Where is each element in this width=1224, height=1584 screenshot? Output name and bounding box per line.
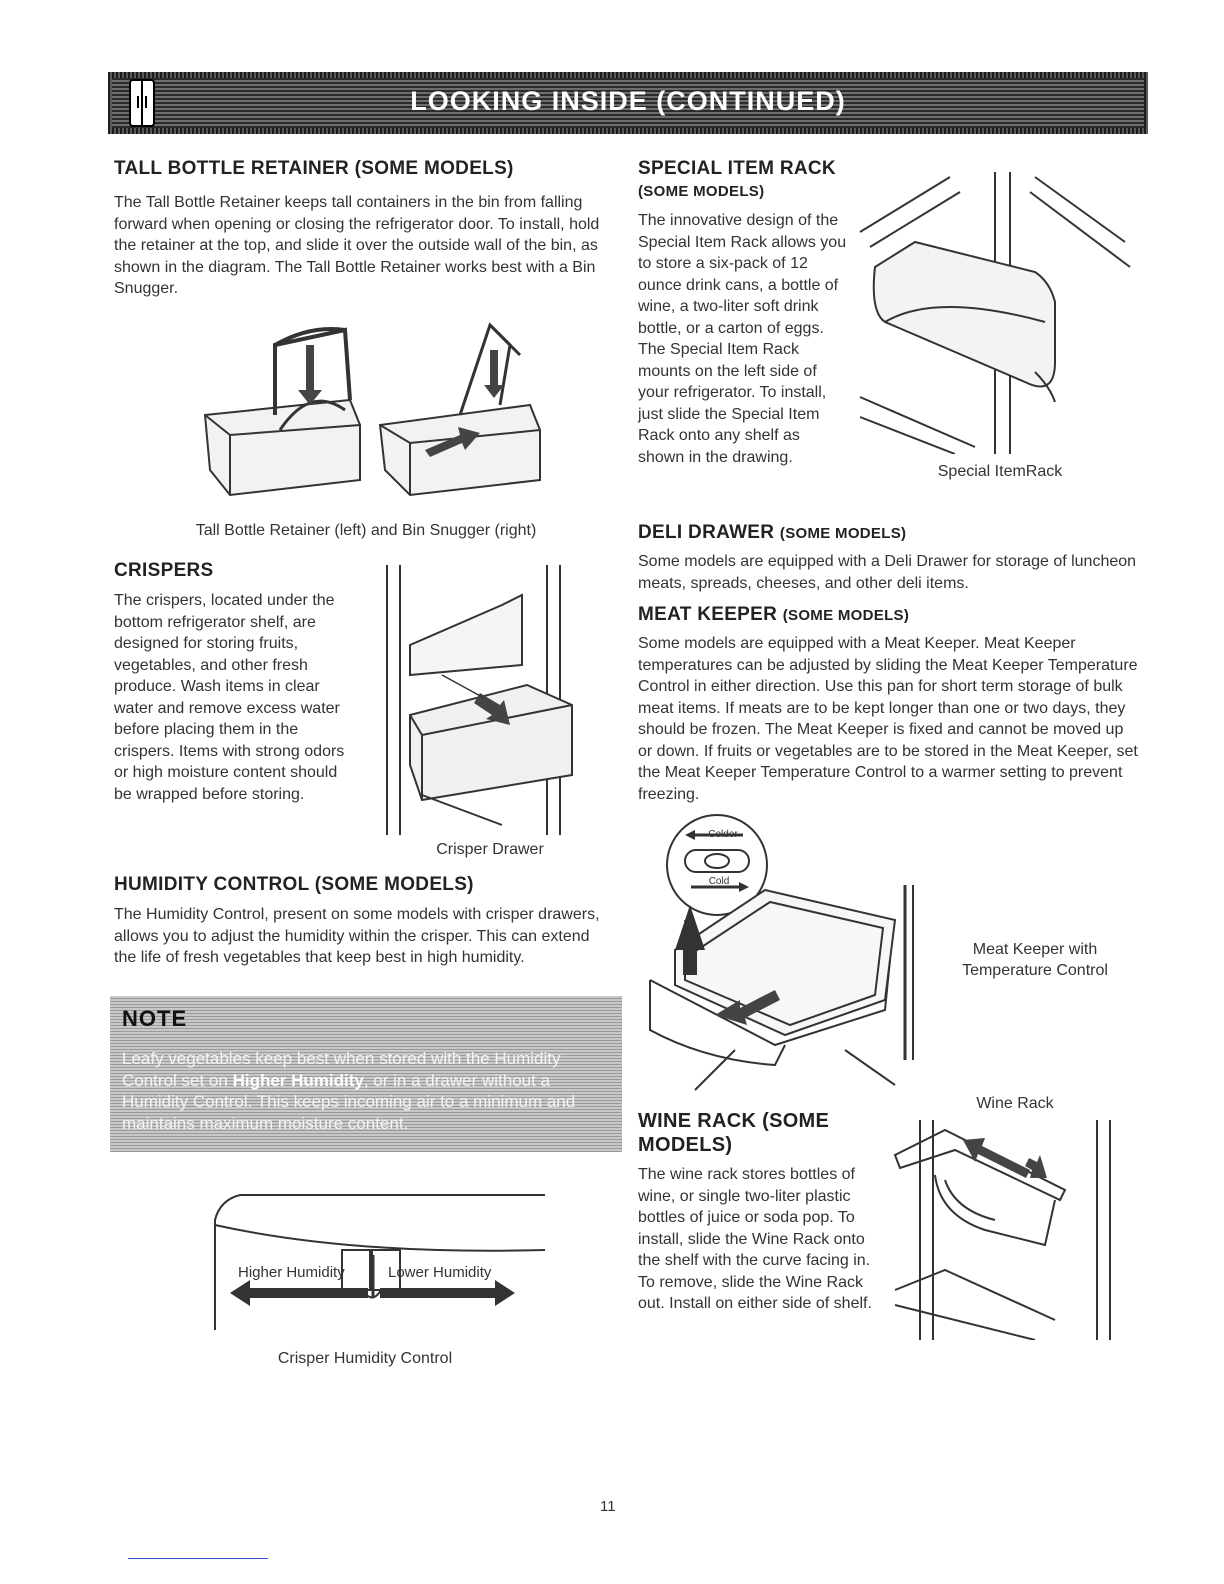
footer-rule [128,1558,268,1559]
note-box [110,996,622,1152]
humidity-body: The Humidity Control, present on some models with crisper drawers, allows you to adjust the humidity within the crisper. This can extend the life of fresh vegetables that keep best in high humidity. [114,906,600,966]
crispers-heading: CRISPERS [114,560,214,581]
deli-heading [638,522,906,544]
meat-keeper-caption-1: Meat Keeper with [972,941,1098,958]
tall-bottle-heading: TALL BOTTLE RETAINER (SOME MODELS) [114,158,514,179]
wine-body: The wine rack stores bottles of wine, or single two-liter plastic bottles of juice or soda pop. To install, slide the Wine Rack onto the shelf with the curve facing in. To remove, slide the Wine Rack out. Install on either side of shelf. [638,1166,872,1312]
special-rack-heading: SPECIAL ITEM RACK [638,158,836,179]
meat-heading-main: MEAT KEEPER [638,604,778,625]
wine-heading-2: MODELS) [638,1134,733,1156]
tall-bottle-illustration [190,305,560,505]
page-title: LOOKING INSIDE (CONTINUED) [410,86,846,116]
page-number: 11 [600,1498,616,1515]
note-text-bold: Higher Humidity [232,1070,364,1090]
colder-label: Colder [708,829,738,840]
meat-body: Some models are equipped with a Meat Keeper. Meat Keeper temperatures can be adjusted by sliding the Meat Keeper Temperature Control in either direction. Use this pan for short term storage of bulk meat items. If meats are to be kept longer than one or two days, they should be frozen. The Meat Keeper is fixed and cannot be moved up or down. If fruits or vegetables are to be stored in the Meat Keeper, set the Meat Keeper Temperature Control to a warmer setting to prevent freezing. [638,635,1138,803]
meat-heading [638,604,909,626]
tall-bottle-caption: Tall Bottle Retainer (left) and Bin Snugger (right) [195,522,537,539]
cold-label: Cold [708,876,730,887]
meat-keeper-illustration [645,810,920,1092]
deli-body: Some models are equipped with a Deli Drawer for storage of luncheon meats, spreads, cheeses, and other deli items. [638,553,1137,592]
wine-rack-caption: Wine Rack [976,1095,1054,1112]
header-banner [108,72,1148,134]
deli-heading-main: DELI DRAWER [638,522,775,543]
special-rack-caption: Special ItemRack [937,463,1063,480]
deli-heading-small: (SOME MODELS) [779,525,907,542]
meat-heading-small: (SOME MODELS) [782,607,910,624]
note-text-part2: , or in a drawer without a Humidity Control. This keeps incoming air to a minimum and maintains maximum moisture content. [122,1070,576,1133]
special-rack-body: The innovative design of the Special Item Rack allows you to store a six-pack of 12 ounce drink cans, a bottle of wine, a two-liter soft drink bottle, or a carton of eggs. The Special Item Rack mounts on the left side of your refrigerator. To install, just slide the Special Item Rack onto any shelf as shown in the drawing. [638,212,847,466]
note-text [122,1048,610,1134]
crisper-drawer-caption: Crisper Drawer [436,841,544,858]
lower-humidity-label: Lower Humidity [388,1264,492,1281]
note-text-part1: Leafy vegetables keep best when stored with the Humidity Control set on [122,1049,561,1090]
special-rack-illustration [855,172,1140,454]
tall-bottle-body: The Tall Bottle Retainer keeps tall containers in the bin from falling forward when opening or closing the refrigerator door. To install, hold the retainer at the top, and slide it over the outside wall of the bin, as shown in the diagram. The Tall Bottle Retainer works best with a Bin Snugger. [114,194,600,297]
note-label: NOTE [122,1006,188,1031]
humidity-heading: HUMIDITY CONTROL (SOME MODELS) [114,874,474,895]
crispers-body: The crispers, located under the bottom refrigerator shelf, are designed for storing fruits, vegetables, and other fresh produce. Wash items in clear water and remove excess water before placing them in the crispers. Items with strong odors or high moisture content should be wrapped before storing. [114,592,345,803]
meat-keeper-caption-2: Temperature Control [962,962,1108,979]
humidity-control-caption: Crisper Humidity Control [277,1350,453,1367]
humidity-control-illustration [200,1180,550,1340]
wine-heading-1: WINE RACK (SOME [638,1110,830,1132]
wine-rack-illustration [885,1120,1140,1340]
special-rack-subheading: (SOME MODELS) [638,183,765,200]
crisper-drawer-illustration [362,565,614,835]
higher-humidity-label: Higher Humidity [238,1264,345,1281]
